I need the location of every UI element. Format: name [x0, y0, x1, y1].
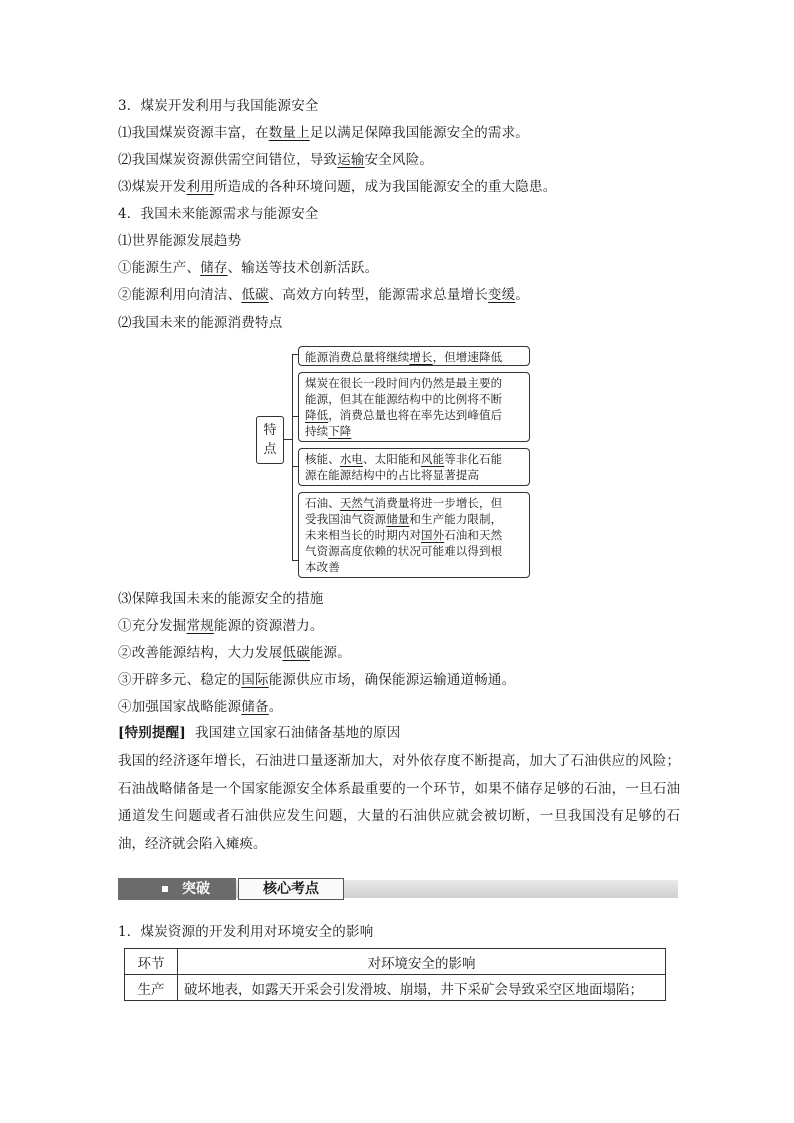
tip-heading [118, 723, 400, 743]
section3-point1: ⑴我国煤炭资源丰富，在数量上足以满足保障我国能源安全的需求。 [118, 125, 530, 141]
section4-trend2: ②能源利用向清洁、低碳、高效方向转型，能源需求总量增长变缓。 [118, 287, 530, 303]
section3-heading: 3．煤炭开发利用与我国能源安全 [118, 98, 319, 114]
table-header-row [125, 949, 666, 975]
table-cell: 破坏地表，如露天开采会引发滑坡、崩塌，井下采矿会导致采空区地面塌陷； [178, 975, 666, 1001]
feature-box-1: 能源消费总量将继续增长，但增速降低 [298, 346, 530, 366]
square-bullet-icon [162, 886, 168, 892]
feature-box-3: 核能、水电、太阳能和风能等非化石能 源在能源结构中的占比将显著提高 [298, 448, 530, 486]
blank-answer: 运输 [337, 152, 365, 168]
blank-answer: 低碳 [282, 645, 310, 661]
tip-title: 我国建立国家石油储备基地的原因 [194, 725, 401, 741]
section4-sub3: ⑶保障我国未来的能源安全的措施 [118, 591, 324, 607]
tip-tag: [特别提醒] [118, 725, 186, 741]
feature-box-4: 石油、天然气消费量将进一步增长，但 受我国油气资源储量和生产能力限制， 未来相当长的时期内对国外石油和天然 气资源高度依赖的状况可能难以得到根 本改善 [298, 492, 530, 578]
core-heading: 1．煤炭资源的开发利用对环境安全的影响 [118, 924, 374, 940]
banner-dark-label: 突破 [118, 878, 236, 900]
measure-2: ②改善能源结构，大力发展低碳能源。 [118, 645, 351, 661]
section4-heading: 4．我国未来能源需求与能源安全 [118, 206, 319, 222]
blank-answer: 储备 [241, 699, 269, 715]
section3-point3: ⑶煤炭开发利用所造成的各种环境问题，成为我国能源安全的重大隐患。 [118, 179, 557, 195]
table-cell: 生产 [125, 975, 178, 1001]
blank-answer: 国际 [241, 672, 269, 688]
blank-answer: 低碳 [241, 287, 269, 303]
table-header-cell: 环节 [125, 949, 178, 975]
section4-sub1: ⑴世界能源发展趋势 [118, 233, 242, 249]
impact-table [124, 948, 666, 1001]
section3-point2: ⑵我国煤炭资源供需空间错位，导致运输安全风险。 [118, 152, 434, 168]
banner-tab-label: 核心考点 [238, 878, 344, 900]
section-banner [118, 878, 678, 900]
measure-1: ①充分发掘常规能源的资源潜力。 [118, 618, 324, 634]
blank-answer: 储存 [200, 260, 228, 276]
consumption-features-diagram [256, 344, 536, 580]
table-row [125, 975, 666, 1001]
blank-answer: 数量上 [268, 125, 310, 141]
measure-4: ④加强国家战略能源储备。 [118, 699, 283, 715]
diagram-key-box: 特 点 [256, 416, 284, 464]
table-header-cell: 对环境安全的影响 [178, 949, 666, 975]
feature-box-2: 煤炭在很长一段时间内仍然是最主要的 能源，但其在能源结构中的比例将不断 降低，消费总量也将在率先达到峰值后 持续下降 [298, 372, 530, 442]
blank-answer: 常规 [186, 618, 214, 634]
brace-line [292, 354, 293, 560]
blank-answer: 利用 [186, 179, 214, 195]
measure-3: ③开辟多元、稳定的国际能源供应市场，确保能源运输通道畅通。 [118, 672, 516, 688]
blank-answer: 变缓 [487, 287, 516, 303]
section4-sub2: ⑵我国未来的能源消费特点 [118, 315, 283, 331]
section4-trend1: ①能源生产、储存、输送等技术创新活跃。 [118, 260, 379, 276]
tip-body: 我国的经济逐年增长，石油进口量逐渐加大，对外依存度不断提高，加大了石油供应的风险；石油战略储备是一个国家能源安全体系最重要的一个环节，如果不储存足够的石油，一旦石油通道发生问题或者石油供应发生问题，大量的石油供应就会被切断，一旦我国没有足够的石油，经济就会陷入瘫痪。 [118, 753, 680, 852]
